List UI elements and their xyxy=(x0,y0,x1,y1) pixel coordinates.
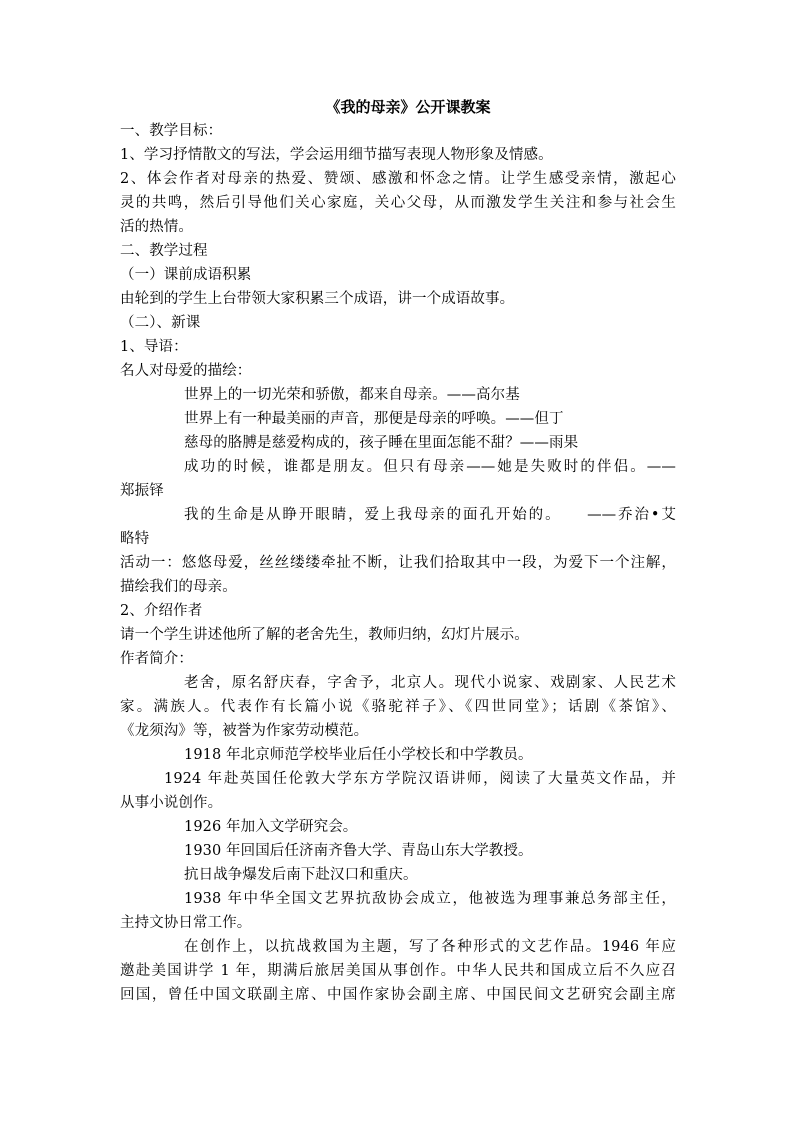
subsection-idioms: （一）课前成语积累 xyxy=(120,267,252,283)
bio-line-1: 老舍，原名舒庆春，字舍予，北京人。现代小说家、戏剧家、人民艺术 xyxy=(184,675,676,691)
quote-5-line-2: 略特 xyxy=(120,531,150,547)
bio-1924-line-2: 从事小说创作。 xyxy=(120,795,223,811)
objective-2-line-1: 2、体会作者对母亲的热爱、赞颂、感激和怀念之情。让学生感受亲情，激起心 xyxy=(120,171,676,187)
bio-line-3: 《龙须沟》等，被誉为作家劳动模范。 xyxy=(120,723,369,739)
author-section-text: 请一个学生讲述他所了解的老舍先生，教师归纳，幻灯片展示。 xyxy=(120,627,529,643)
bio-creation-line-1: 在创作上，以抗战救国为主题，写了各种形式的文艺作品。1946 年应 xyxy=(184,939,676,955)
document-title: 《我的母亲》公开课教案 xyxy=(325,98,491,116)
section-heading-process: 二、教学过程 xyxy=(120,243,208,259)
bio-1930: 1930 年回国后任济南齐鲁大学、青岛山东大学教授。 xyxy=(184,843,533,859)
activity-1-line-2: 描绘我们的母亲。 xyxy=(120,579,237,595)
section-heading-objectives: 一、教学目标： xyxy=(120,123,223,139)
quote-1: 世界上的一切光荣和骄傲，都来自母亲。——高尔基 xyxy=(184,387,520,403)
bio-creation-line-3: 回国，曾任中国文联副主席、中国作家协会副主席、中国民间文艺研究会副主席 xyxy=(120,987,676,1003)
bio-war: 抗日战争爆发后南下赴汉口和重庆。 xyxy=(184,867,418,883)
document-body xyxy=(120,95,676,1007)
quote-5-line-1: 我的生命是从睁开眼睛，爱上我母亲的面孔开始的。 ——乔治•艾 xyxy=(184,507,676,523)
author-bio-heading: 作者简介： xyxy=(120,651,193,667)
objective-1: 1、学习抒情散文的写法，学会运用细节描写表现人物形象及情感。 xyxy=(120,147,553,163)
bio-1918: 1918 年北京师范学校毕业后任小学校长和中学教员。 xyxy=(184,747,533,763)
quote-4-line-2: 郑振铎 xyxy=(120,483,164,499)
bio-line-2: 家。满族人。代表作有长篇小说《骆驼祥子》、《四世同堂》；话剧《茶馆》、 xyxy=(120,699,676,715)
quotes-heading: 名人对母爱的描绘： xyxy=(120,363,252,379)
activity-1-line-1: 活动一：悠悠母爱，丝丝缕缕牵扯不断，让我们拾取其中一段，为爱下一个注解， xyxy=(120,555,676,571)
quote-3: 慈母的胳膊是慈爱构成的，孩子睡在里面怎能不甜？——雨果 xyxy=(184,435,579,451)
bio-1926: 1926 年加入文学研究会。 xyxy=(184,819,358,835)
subsection-new-lesson: （二）、新课 xyxy=(120,315,201,331)
bio-1924-line-1: 1924 年赴英国任伦敦大学东方学院汉语讲师，阅读了大量英文作品，并 xyxy=(164,771,676,787)
objective-2-line-2: 灵的共鸣，然后引导他们关心家庭，关心父母，从而激发学生关注和参与社会生 xyxy=(120,195,676,211)
author-section-heading: 2、介绍作者 xyxy=(120,603,203,619)
objective-2-line-3: 活的热情。 xyxy=(120,219,193,235)
quote-2: 世界上有一种最美丽的声音，那便是母亲的呼唤。——但丁 xyxy=(184,411,564,427)
bio-1938-line-2: 主持文协日常工作。 xyxy=(120,915,252,931)
idioms-text: 由轮到的学生上台带领大家积累三个成语，讲一个成语故事。 xyxy=(120,291,515,307)
intro-heading: 1、导语： xyxy=(120,339,188,355)
bio-1938-line-1: 1938 年中华全国文艺界抗敌协会成立，他被选为理事兼总务部主任， xyxy=(184,891,676,907)
bio-creation-line-2: 邀赴美国讲学 1 年，期满后旅居美国从事创作。中华人民共和国成立后不久应召 xyxy=(120,963,676,979)
quote-4-line-1: 成功的时候，谁都是朋友。但只有母亲——她是失败时的伴侣。—— xyxy=(184,459,676,475)
